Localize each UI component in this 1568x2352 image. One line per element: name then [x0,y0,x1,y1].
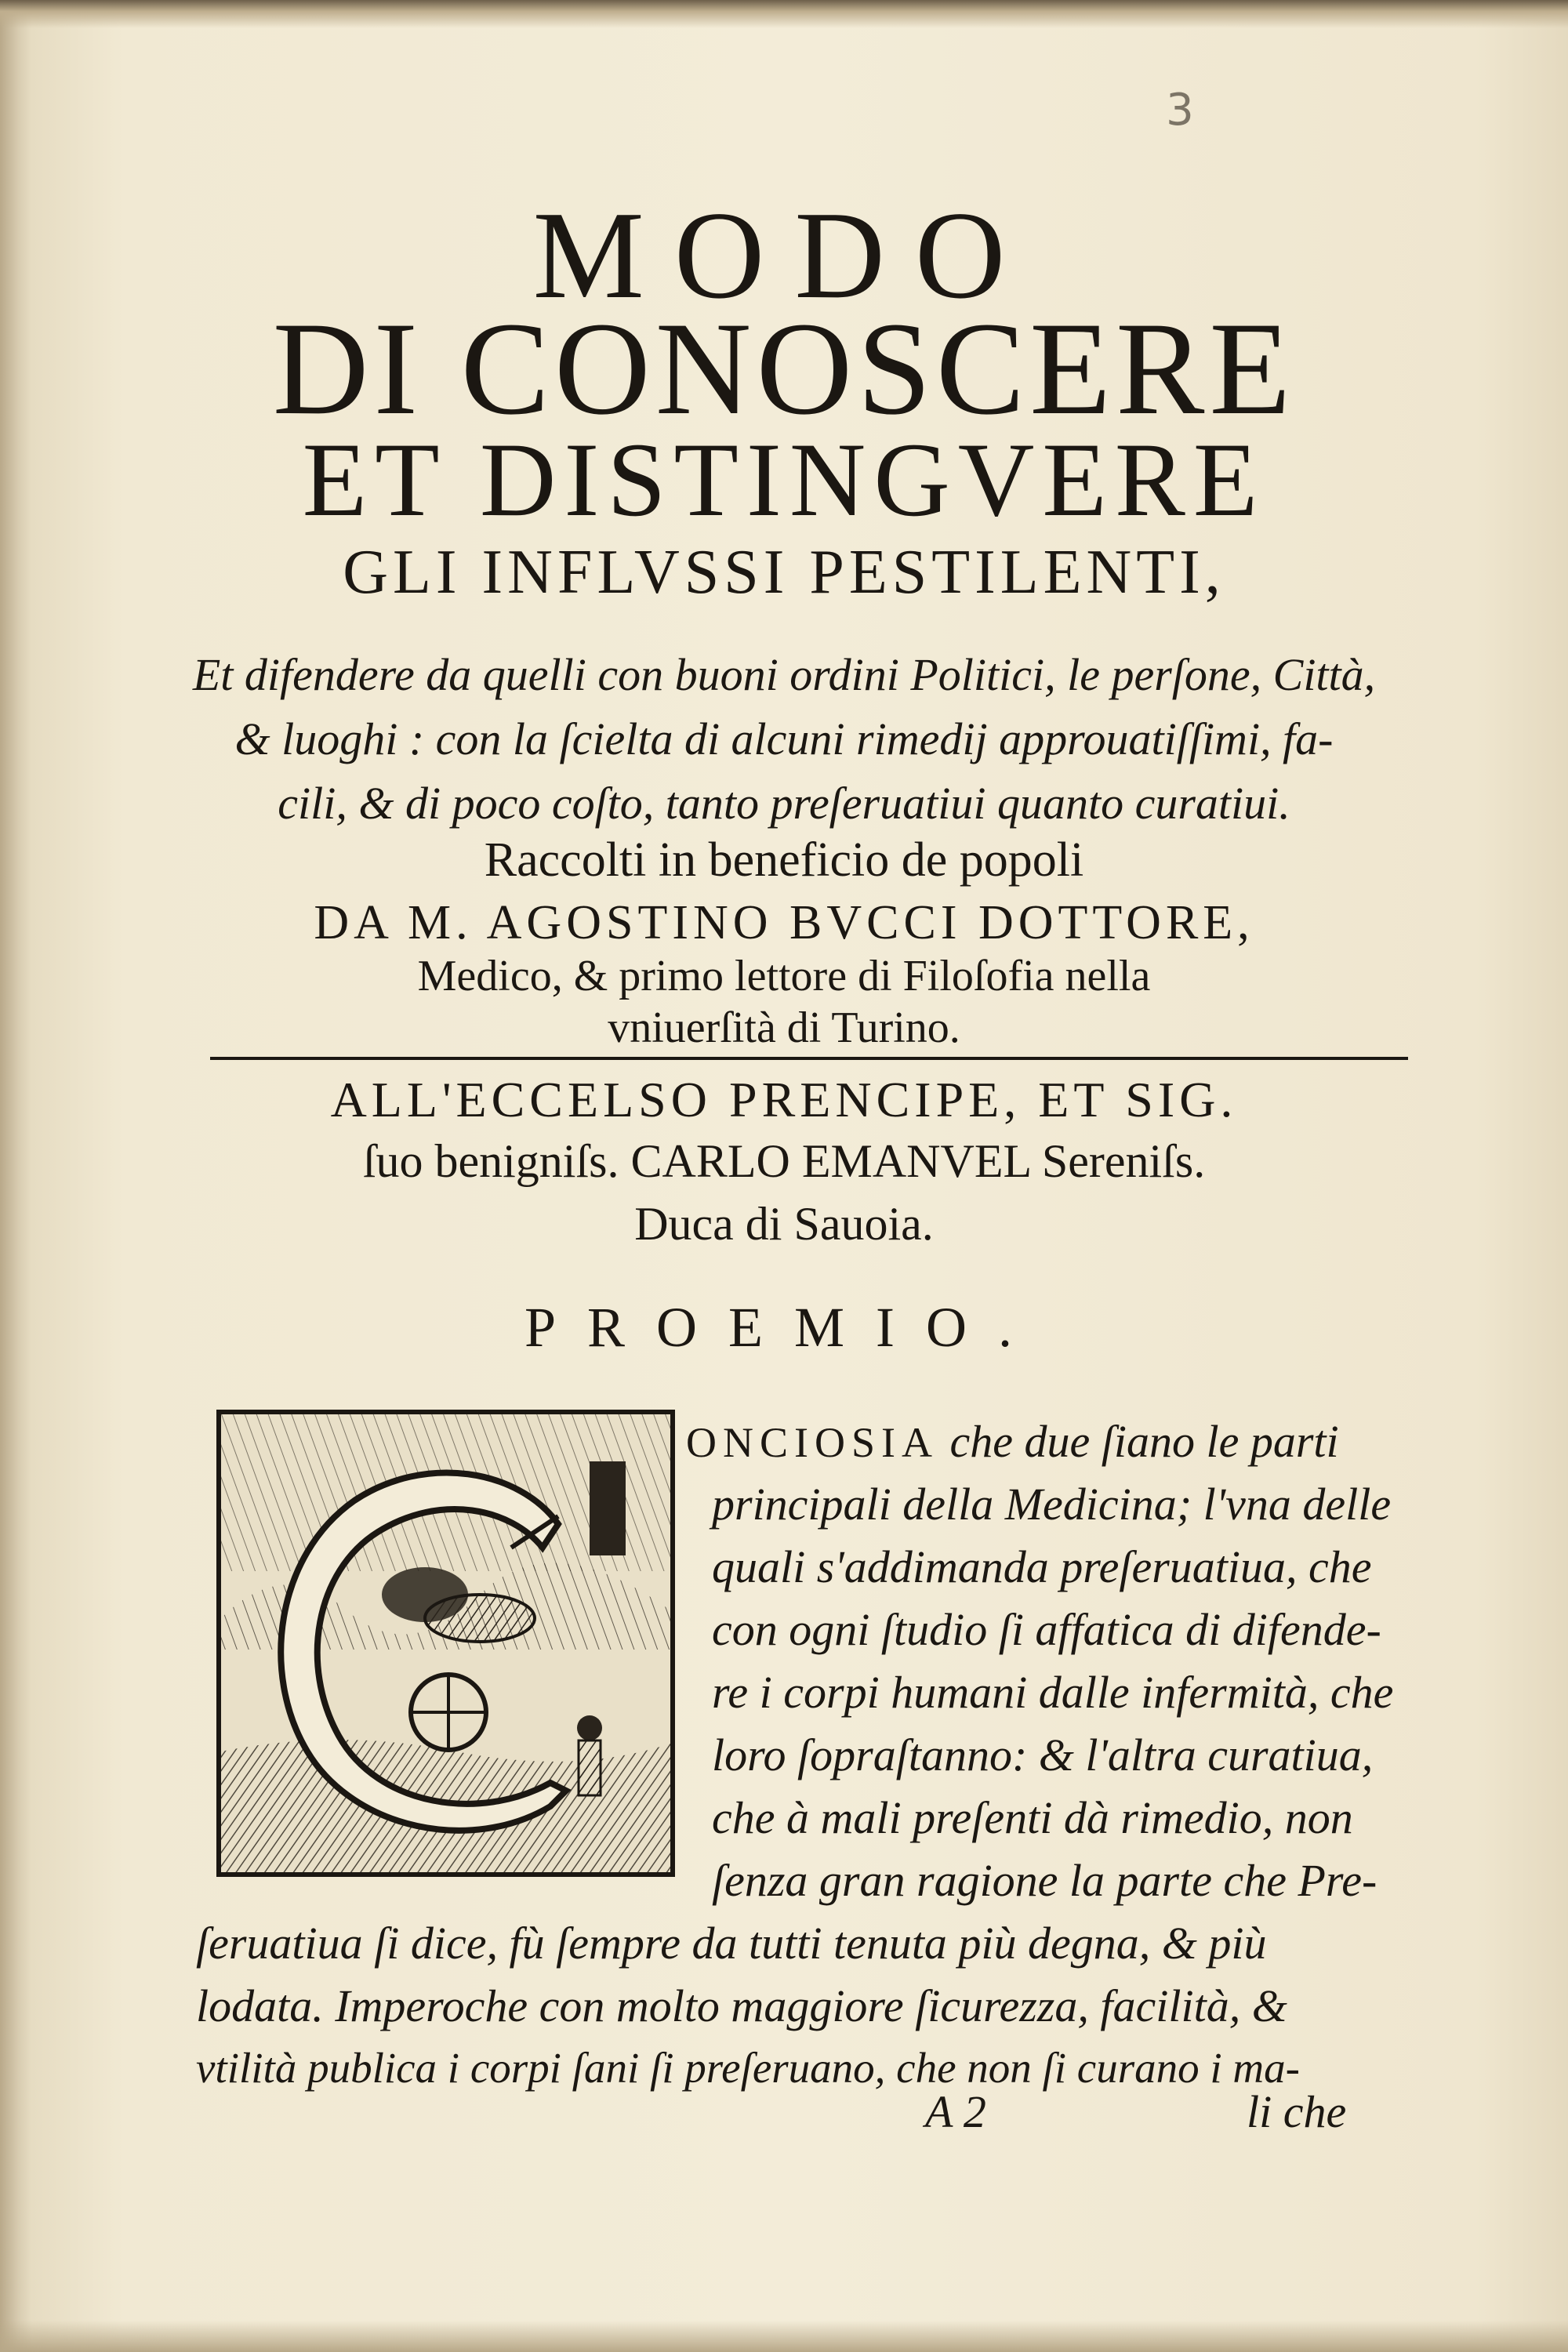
subtitle-line-3: cili, & di poco coſto, tanto preſeruatiui quanto curatiui. [278,778,1290,829]
dedication-line-3: Duca di Sauoia. [634,1198,934,1250]
collected-line: Raccolti in beneficio de popoli [484,833,1084,887]
body-line-7: che à mali preſenti dà rimedio, non [712,1792,1353,1843]
title-line-3: ET DISTINGVERE [302,422,1266,539]
horizontal-rule [210,1057,1408,1060]
dedication-line-2: ſuo benigniſs. CARLO EMANVEL Sereniſs. [362,1135,1206,1187]
section-heading: PROEMIO. [524,1296,1044,1359]
body-line-10: lodata. Imperoche con molto maggiore ſicurezza, facilità, & [196,1980,1287,2031]
signature-mark: A 2 [925,2086,986,2137]
title-line-2: DI CONOSCERE [272,295,1296,442]
body-line-8: ſenza gran ragione la parte che Pre- [712,1855,1377,1906]
catchword: li che [1247,2086,1347,2137]
subtitle-line-2: & luoghi : con la ſcielta di alcuni rimedij approuatiſſimi, fa- [234,713,1334,764]
title-line-4: GLI INFLVSSI PESTILENTI, [343,538,1225,607]
folio-number: 3 [1166,85,1194,136]
body-line-1-text: che due ſiano le parti [949,1416,1339,1467]
title-line-1: MODO [532,185,1036,325]
body-line-5: re i corpi humani dalle infermità, che [712,1667,1394,1718]
page-bottom-shadow [0,2321,1568,2352]
body-line-11: vtilità publica i corpi ſani ſi preſeruano, che non ſi curano i ma- [196,2044,1300,2092]
woodcut-initial-c-icon [216,1410,675,1877]
subtitle-line-1: Et difendere da quelli con buoni ordini Politici, le perſone, Città, [192,649,1376,700]
dedication-line-1: ALL'ECCELSO PRENCIPE, ET SIG. [330,1072,1238,1127]
author-line-3: vniuerſità di Turino. [608,1004,960,1052]
body-line-3: quali s'addimanda preſeruatiua, che [712,1541,1372,1592]
body-line-4: con ogni ſtudio ſi affatica di difende- [712,1604,1381,1655]
body-line-6: loro ſopraſtanno: & l'altra curatiua, [712,1730,1374,1780]
body-line-9: ſeruatiua ſi dice, fù ſempre da tutti tenuta più degna, & più [196,1918,1267,1969]
body-line-1 [686,1416,1339,1467]
author-line-2: Medico, & primo lettore di Filoſofia nella [417,952,1151,1000]
author-line-1: DA M. AGOSTINO BVCCI DOTTORE, [314,896,1254,949]
page-top-shadow [0,0,1568,28]
body-line-2: principali della Medicina; l'vna delle [712,1479,1392,1530]
body-first-word: ONCIOSIA [686,1419,939,1466]
